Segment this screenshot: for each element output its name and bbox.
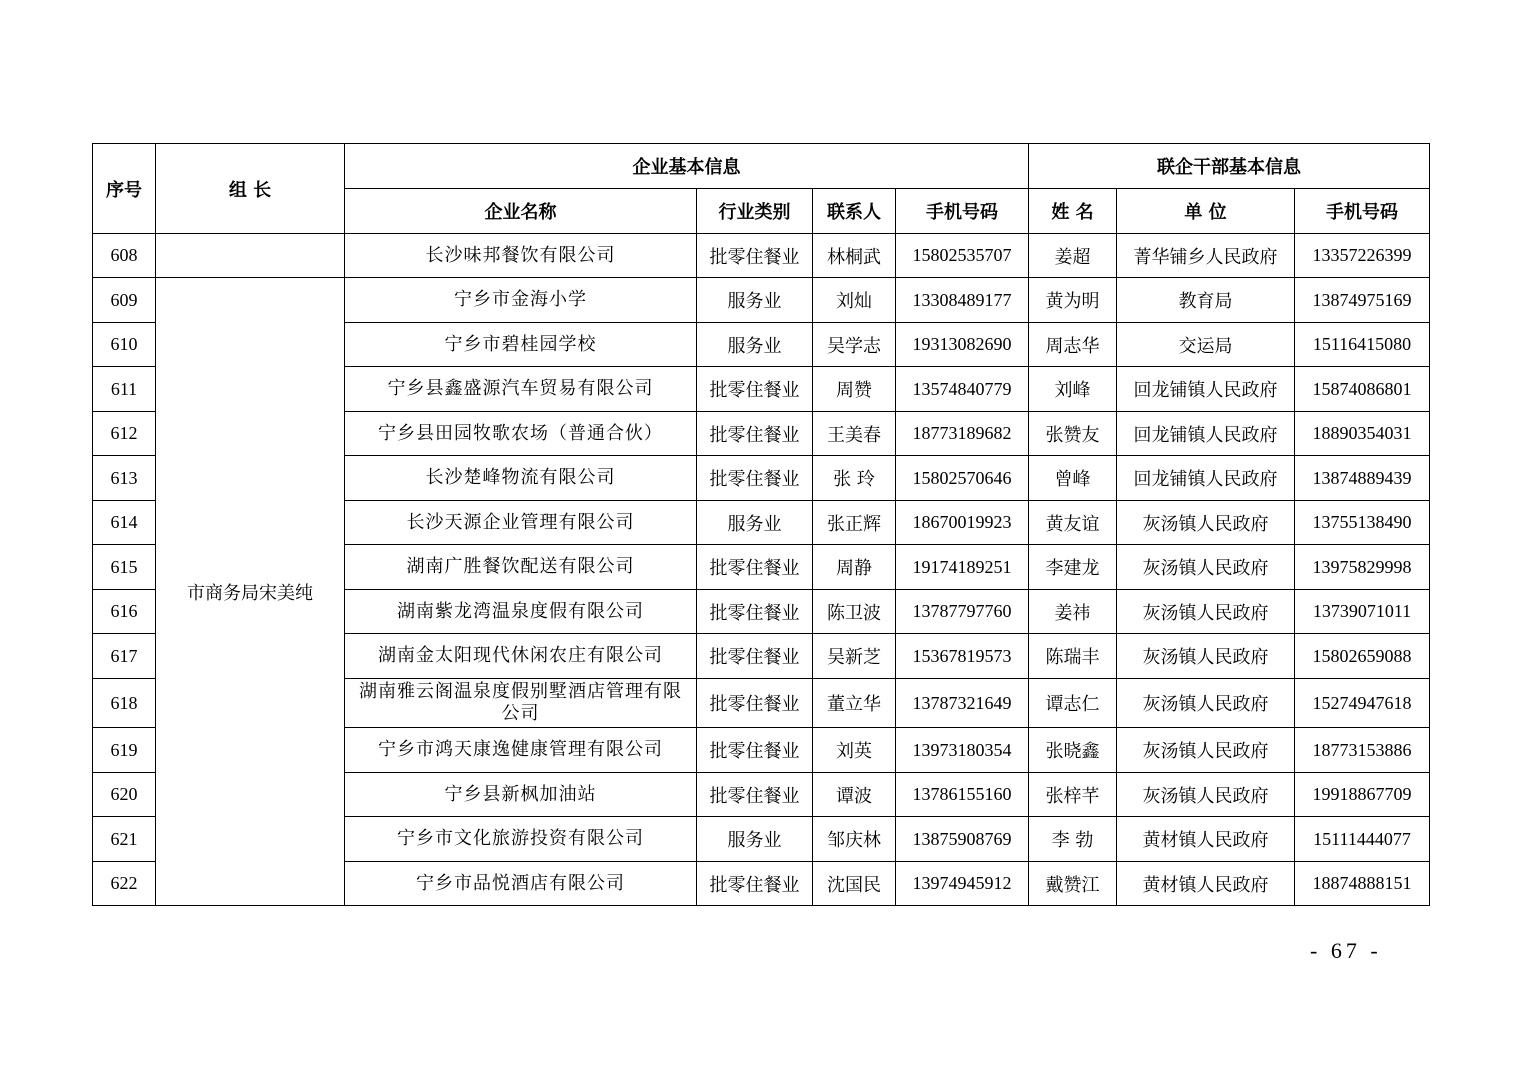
unit-cell: 灰汤镇人民政府 [1117,634,1295,679]
cadre-cell: 李 勃 [1029,817,1117,862]
industry-cell: 批零住餐业 [697,367,813,412]
contact-cell: 张正辉 [813,501,896,545]
industry-cell: 批零住餐业 [697,773,813,817]
industry-cell: 批零住餐业 [697,679,813,728]
unit-cell: 回龙铺镇人民政府 [1117,367,1295,412]
cadre-phone-cell: 13874975169 [1295,278,1430,323]
industry-cell: 服务业 [697,817,813,862]
company-cell: 宁乡市碧桂园学校 [345,323,697,367]
header-company-name: 企业名称 [345,189,697,234]
company-cell: 湖南雅云阁温泉度假别墅酒店管理有限公司 [345,679,697,728]
table-body [93,234,1430,906]
seq-cell: 619 [93,728,156,773]
phone-cell: 19174189251 [896,545,1029,590]
seq-cell: 614 [93,501,156,545]
phone-cell: 13308489177 [896,278,1029,323]
seq-cell: 609 [93,278,156,323]
industry-cell: 批零住餐业 [697,634,813,679]
contact-cell: 邹庆林 [813,817,896,862]
seq-cell: 611 [93,367,156,412]
industry-cell: 批零住餐业 [697,412,813,456]
industry-cell: 批零住餐业 [697,234,813,278]
seq-cell: 618 [93,679,156,728]
cadre-phone-cell: 18890354031 [1295,412,1430,456]
industry-cell: 批零住餐业 [697,456,813,501]
cadre-phone-cell: 13975829998 [1295,545,1430,590]
cadre-cell: 曾峰 [1029,456,1117,501]
header-seq: 序号 [93,144,156,234]
phone-cell: 13574840779 [896,367,1029,412]
table-row [93,234,1430,278]
cadre-phone-cell: 13357226399 [1295,234,1430,278]
seq-cell: 621 [93,817,156,862]
leader-group-cell: 市商务局宋美纯 [156,278,345,906]
unit-cell: 灰汤镇人民政府 [1117,545,1295,590]
header-cadre-group: 联企干部基本信息 [1029,144,1430,189]
table-row [93,278,1430,323]
seq-cell: 617 [93,634,156,679]
cadre-cell: 张晓鑫 [1029,728,1117,773]
contact-cell: 周赞 [813,367,896,412]
cadre-phone-cell: 15274947618 [1295,679,1430,728]
unit-cell: 回龙铺镇人民政府 [1117,412,1295,456]
phone-cell: 18773189682 [896,412,1029,456]
header-unit: 单 位 [1117,189,1295,234]
seq-cell: 616 [93,590,156,634]
company-cell: 宁乡市文化旅游投资有限公司 [345,817,697,862]
cadre-phone-cell: 13739071011 [1295,590,1430,634]
cadre-cell: 周志华 [1029,323,1117,367]
company-cell: 长沙楚峰物流有限公司 [345,456,697,501]
unit-cell: 黄材镇人民政府 [1117,862,1295,906]
unit-cell: 交运局 [1117,323,1295,367]
header-contact: 联系人 [813,189,896,234]
cadre-cell: 谭志仁 [1029,679,1117,728]
cadre-phone-cell: 15874086801 [1295,367,1430,412]
industry-cell: 批零住餐业 [697,728,813,773]
cadre-cell: 陈瑞丰 [1029,634,1117,679]
cadre-cell: 张梓芊 [1029,773,1117,817]
header-company-group: 企业基本信息 [345,144,1029,189]
industry-cell: 服务业 [697,278,813,323]
cadre-cell: 黄为明 [1029,278,1117,323]
contact-cell: 沈国民 [813,862,896,906]
unit-cell: 回龙铺镇人民政府 [1117,456,1295,501]
header-phone: 手机号码 [896,189,1029,234]
cadre-phone-cell: 15116415080 [1295,323,1430,367]
cadre-cell: 姜祎 [1029,590,1117,634]
contact-cell: 张 玲 [813,456,896,501]
company-cell: 宁乡县田园牧歌农场（普通合伙） [345,412,697,456]
unit-cell: 灰汤镇人民政府 [1117,773,1295,817]
cadre-cell: 李建龙 [1029,545,1117,590]
phone-cell: 13787321649 [896,679,1029,728]
cadre-cell: 刘峰 [1029,367,1117,412]
seq-cell: 615 [93,545,156,590]
phone-cell: 18670019923 [896,501,1029,545]
contact-cell: 吴新芝 [813,634,896,679]
unit-cell: 灰汤镇人民政府 [1117,728,1295,773]
company-cell: 湖南紫龙湾温泉度假有限公司 [345,590,697,634]
leader-cell-empty [156,234,345,278]
seq-cell: 620 [93,773,156,817]
unit-cell: 黄材镇人民政府 [1117,817,1295,862]
seq-cell: 608 [93,234,156,278]
phone-cell: 13875908769 [896,817,1029,862]
company-cell: 宁乡县鑫盛源汽车贸易有限公司 [345,367,697,412]
phone-cell: 15367819573 [896,634,1029,679]
cadre-phone-cell: 18874888151 [1295,862,1430,906]
phone-cell: 13974945912 [896,862,1029,906]
company-cell: 宁乡市金海小学 [345,278,697,323]
seq-cell: 613 [93,456,156,501]
unit-cell: 灰汤镇人民政府 [1117,590,1295,634]
cadre-cell: 戴赞江 [1029,862,1117,906]
seq-cell: 612 [93,412,156,456]
header-industry: 行业类别 [697,189,813,234]
company-cell: 宁乡市品悦酒店有限公司 [345,862,697,906]
contact-cell: 吴学志 [813,323,896,367]
contact-cell: 刘灿 [813,278,896,323]
enterprise-cadre-table [92,143,1430,906]
seq-cell: 610 [93,323,156,367]
cadre-phone-cell: 19918867709 [1295,773,1430,817]
contact-cell: 王美春 [813,412,896,456]
phone-cell: 13973180354 [896,728,1029,773]
company-cell: 湖南广胜餐饮配送有限公司 [345,545,697,590]
cadre-cell: 张赞友 [1029,412,1117,456]
phone-cell: 13786155160 [896,773,1029,817]
phone-cell: 15802535707 [896,234,1029,278]
contact-cell: 林桐武 [813,234,896,278]
industry-cell: 服务业 [697,323,813,367]
company-cell: 长沙味邦餐饮有限公司 [345,234,697,278]
header-cadre-phone: 手机号码 [1295,189,1430,234]
cadre-phone-cell: 13755138490 [1295,501,1430,545]
industry-cell: 批零住餐业 [697,590,813,634]
cadre-phone-cell: 15802659088 [1295,634,1430,679]
company-cell: 长沙天源企业管理有限公司 [345,501,697,545]
industry-cell: 批零住餐业 [697,862,813,906]
contact-cell: 董立华 [813,679,896,728]
contact-cell: 刘英 [813,728,896,773]
company-cell: 湖南金太阳现代休闲农庄有限公司 [345,634,697,679]
contact-cell: 谭波 [813,773,896,817]
contact-cell: 周静 [813,545,896,590]
company-cell: 宁乡县新枫加油站 [345,773,697,817]
phone-cell: 15802570646 [896,456,1029,501]
header-leader: 组 长 [156,144,345,234]
cadre-phone-cell: 13874889439 [1295,456,1430,501]
seq-cell: 622 [93,862,156,906]
unit-cell: 菁华铺乡人民政府 [1117,234,1295,278]
industry-cell: 服务业 [697,501,813,545]
phone-cell: 13787797760 [896,590,1029,634]
contact-cell: 陈卫波 [813,590,896,634]
unit-cell: 灰汤镇人民政府 [1117,501,1295,545]
phone-cell: 19313082690 [896,323,1029,367]
industry-cell: 批零住餐业 [697,545,813,590]
cadre-cell: 黄友谊 [1029,501,1117,545]
unit-cell: 灰汤镇人民政府 [1117,679,1295,728]
cadre-phone-cell: 18773153886 [1295,728,1430,773]
unit-cell: 教育局 [1117,278,1295,323]
company-cell: 宁乡市鸿天康逸健康管理有限公司 [345,728,697,773]
cadre-phone-cell: 15111444077 [1295,817,1430,862]
page-number: - 67 - [1310,938,1382,963]
header-cadre-name: 姓 名 [1029,189,1117,234]
cadre-cell: 姜超 [1029,234,1117,278]
